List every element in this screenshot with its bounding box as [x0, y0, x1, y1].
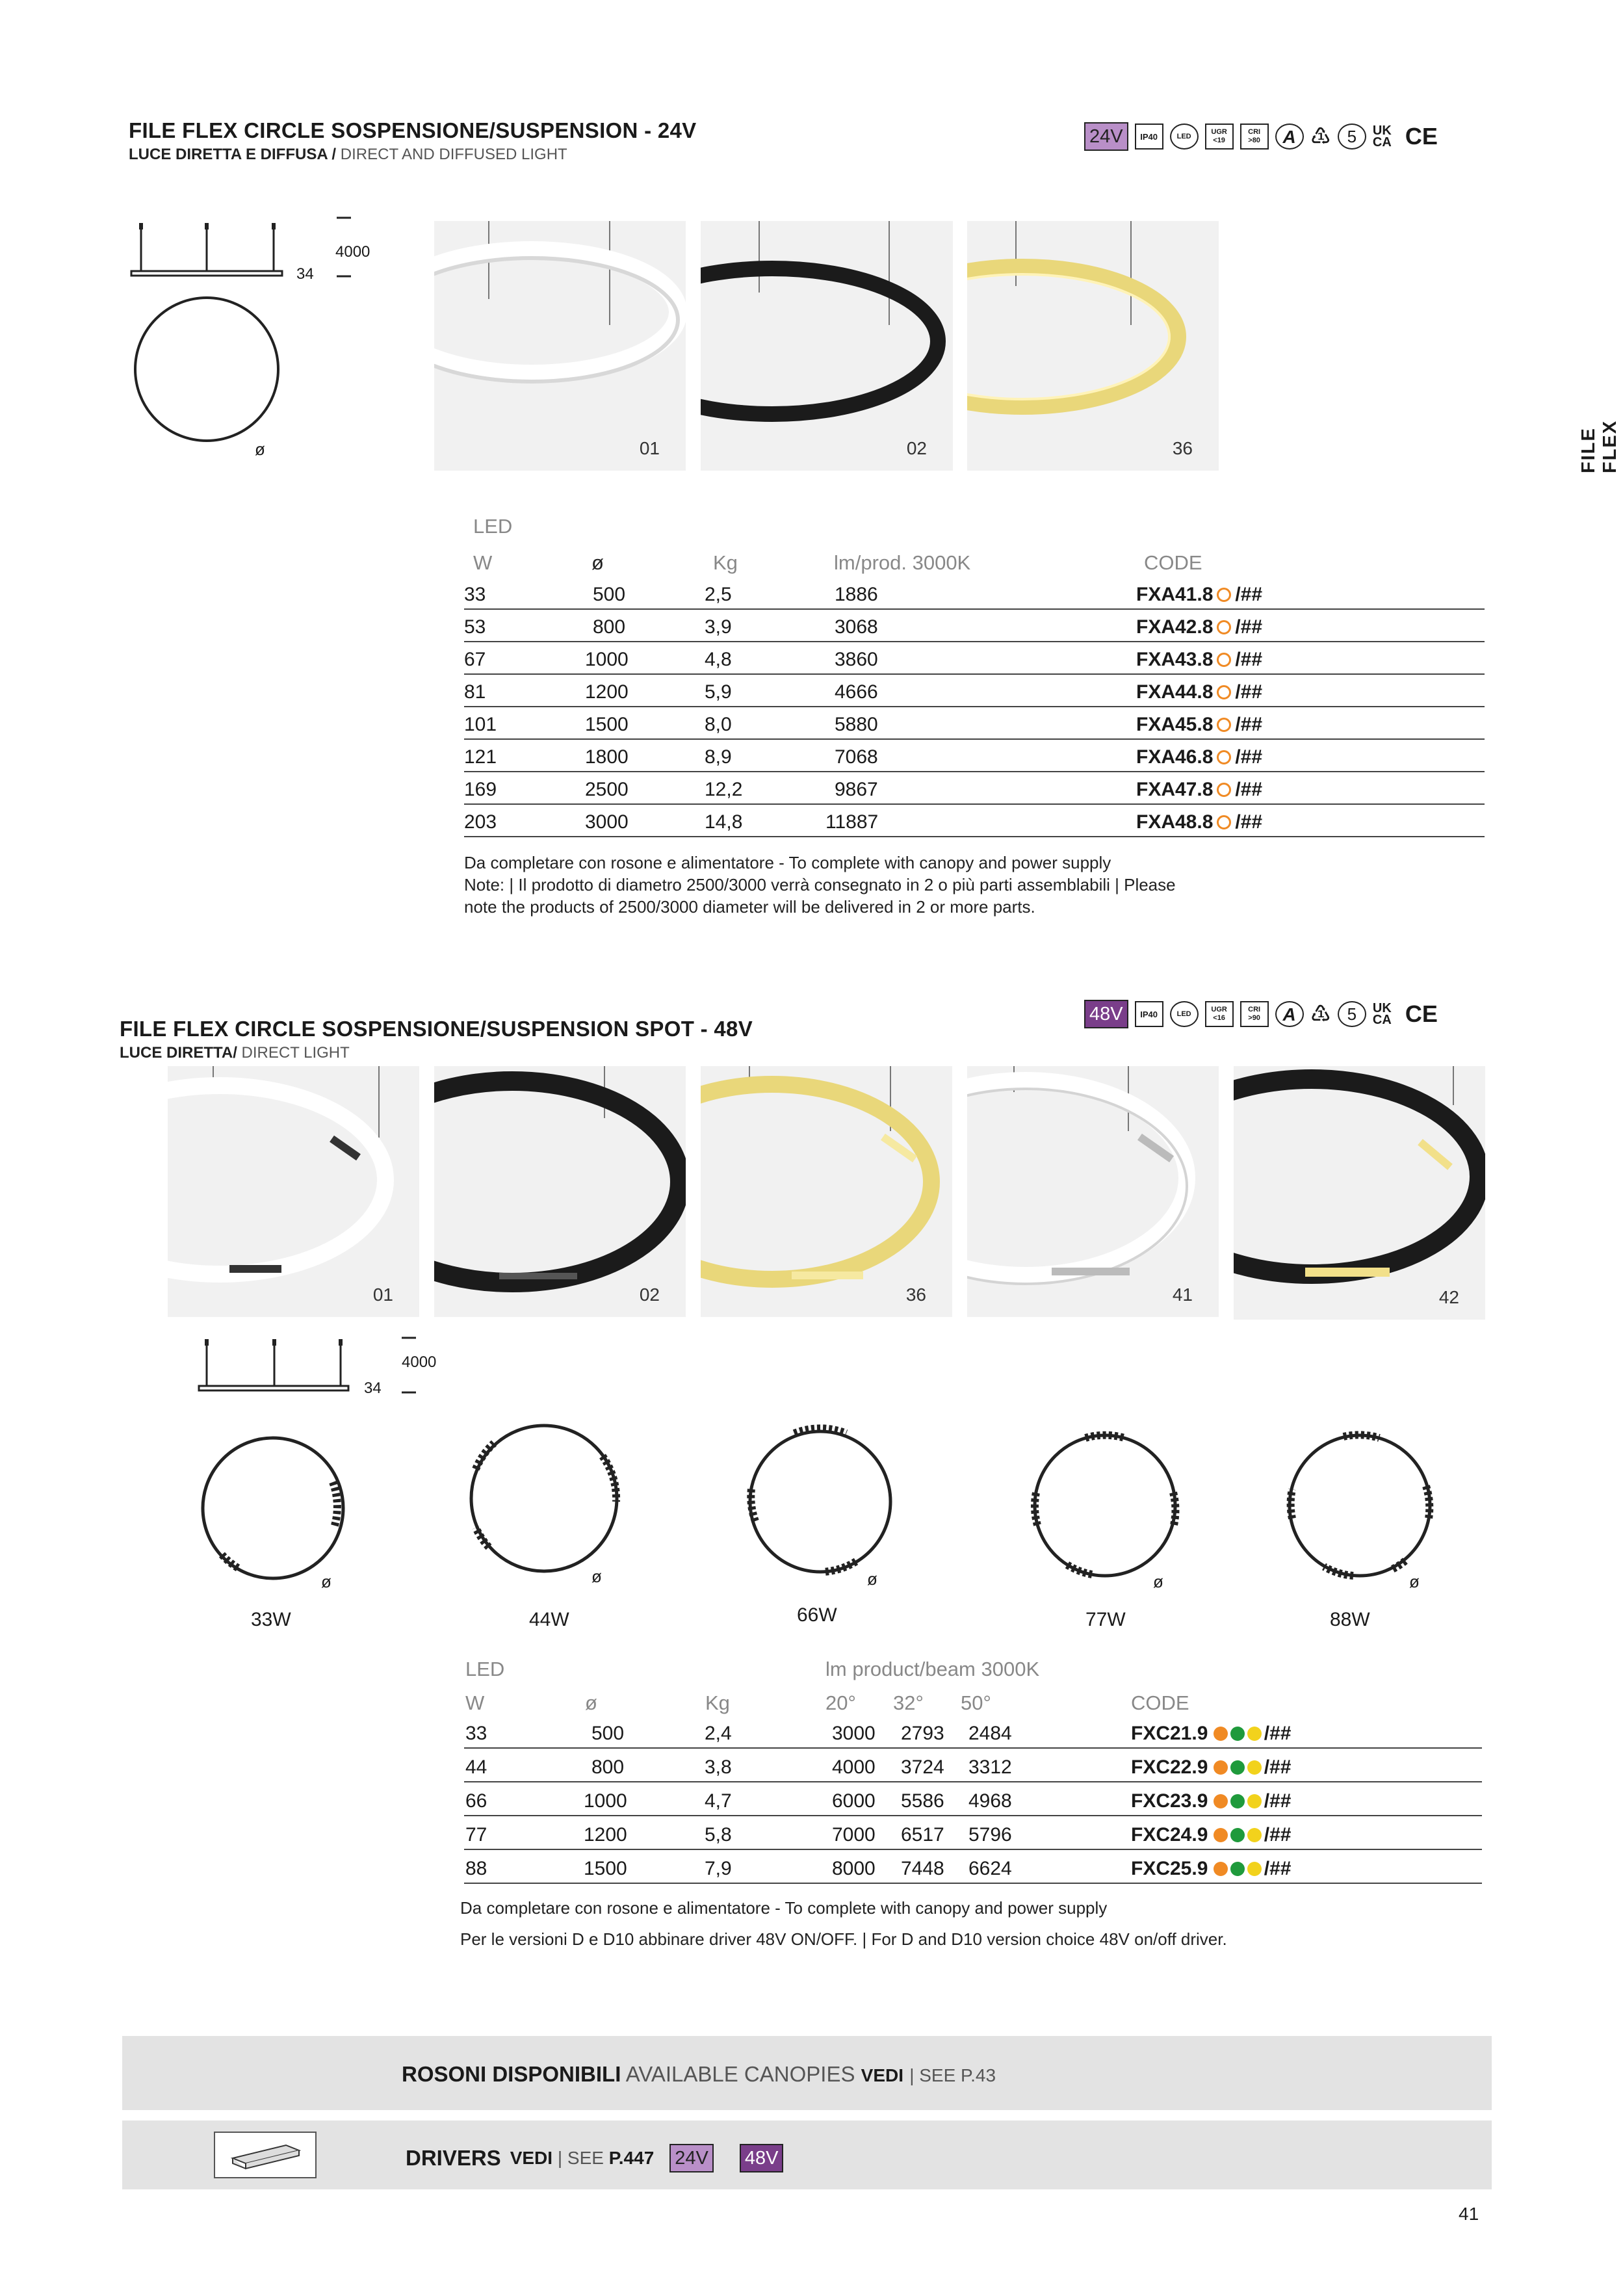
cell-w: 121: [464, 746, 497, 768]
cell-lm: 7068: [835, 746, 878, 768]
cell-w: 203: [464, 811, 497, 833]
cell-32: 7448: [901, 1858, 944, 1879]
table-row: [464, 707, 1485, 740]
photo-number: 41: [1172, 1285, 1193, 1305]
table-row: [464, 1750, 1482, 1782]
section1-note-1: Da completare con rosone e alimentatore - To complete with canopy and power supply: [464, 853, 1111, 872]
cell-code: FXC22.9 /##: [1131, 1756, 1292, 1778]
section2-note-1: Da completare con rosone e alimentatore - To complete with canopy and power supply: [460, 1898, 1108, 1918]
cell-20: 7000: [832, 1824, 876, 1846]
product-photo-white: [434, 221, 686, 471]
green-dot-icon: [1230, 1862, 1245, 1876]
cell-code: FXC25.9 /##: [1131, 1858, 1292, 1879]
warranty-5-icon: 5: [1338, 1001, 1366, 1027]
cell-diam: 3000: [585, 811, 629, 833]
side-label: FILE FLEX: [1578, 419, 1620, 473]
cri-icon: CRI >80: [1240, 124, 1269, 150]
cell-code: FXA42.8 /##: [1136, 616, 1263, 638]
dim-diameter: ø: [255, 439, 265, 459]
section2-subtitle: [120, 1044, 350, 1062]
product-photo-black: [701, 221, 953, 471]
cell-kg: 4,8: [705, 649, 732, 670]
table-row: [464, 577, 1485, 610]
section1-note-3: note the products of 2500/3000 diameter will be delivered in 2 or more parts.: [464, 897, 1035, 917]
cell-kg: 12,2: [705, 779, 743, 800]
config-label-44w: 44W: [529, 1609, 569, 1630]
section2-note-2: Per le versioni D e D10 abbinare driver 48V ON/OFF. | For D and D10 version choice 48V on/off driver.: [460, 1929, 1227, 1949]
recycle-icon: ♳: [1310, 123, 1331, 150]
table-row: [464, 642, 1485, 675]
cell-w: 77: [465, 1824, 487, 1846]
cell-diam: 500: [591, 1723, 625, 1744]
warranty-5-icon: 5: [1338, 124, 1366, 150]
table1-col-code: CODE: [1144, 551, 1202, 574]
cell-w: 53: [464, 616, 486, 638]
config-circle-44w: [463, 1417, 625, 1580]
section1-subtitle: [129, 146, 567, 164]
driver-box-icon: [213, 2131, 317, 2179]
cell-kg: 8,9: [705, 746, 732, 768]
green-dot-icon: [1230, 1760, 1245, 1775]
cell-kg: 2,5: [705, 584, 732, 605]
canopies-bold: ROSONI DISPONIBILI: [402, 2062, 621, 2086]
table-row: [464, 772, 1485, 805]
product-photo-white-2: [967, 1066, 1219, 1317]
cell-kg: 5,9: [705, 681, 732, 703]
cell-code: FXA46.8 /##: [1136, 746, 1263, 768]
cell-diam: 1200: [584, 1824, 627, 1846]
photo-number: 01: [372, 1285, 393, 1305]
table2-col-diam: ø: [585, 1691, 597, 1714]
ukca-icon: UK CA: [1372, 124, 1392, 150]
section1-note-2: Note: | Il prodotto di diametro 2500/3000 verrà consegnato in 2 o più parti assemblabili | Please: [464, 875, 1176, 894]
cell-w: 101: [464, 714, 497, 735]
section2-cert-icons: [1084, 1000, 1438, 1028]
dim-thickness: 34: [364, 1379, 382, 1397]
config-label-33w: 33W: [251, 1609, 291, 1630]
cell-w: 33: [465, 1723, 487, 1744]
config-circle-77w: [1027, 1428, 1183, 1584]
table1-group-label: LED: [473, 515, 513, 538]
finish-ring-icon: [1217, 588, 1231, 602]
cell-w: 169: [464, 779, 497, 800]
cell-20: 4000: [832, 1756, 876, 1778]
cell-kg: 14,8: [705, 811, 743, 833]
cell-kg: 7,9: [705, 1858, 732, 1879]
cell-lm: 3860: [835, 649, 878, 670]
product-photo-gold: [701, 1066, 952, 1317]
drivers-page: P.447: [608, 2148, 655, 2168]
cell-diam: 1800: [585, 746, 629, 768]
cell-kg: 3,9: [705, 616, 732, 638]
table2-group-label: LED: [465, 1658, 505, 1680]
section2-title: FILE FLEX CIRCLE SOSPENSIONE/SUSPENSION SPOT - 48V: [120, 1017, 753, 1041]
cell-diam: 1500: [584, 1858, 627, 1879]
energy-class-a-icon: A: [1275, 1001, 1304, 1027]
cell-code: FXC23.9 /##: [1131, 1790, 1292, 1812]
config-diameter: ø: [1153, 1572, 1163, 1591]
cell-diam: 1500: [585, 714, 629, 735]
product-photo-white: [168, 1066, 419, 1317]
cell-50: 6624: [968, 1858, 1012, 1879]
section1-cert-icons: [1084, 122, 1438, 151]
ukca-icon: UK CA: [1372, 1001, 1392, 1027]
table-row: [464, 1851, 1482, 1884]
table-row: [464, 1818, 1482, 1850]
driver-24v-badge[interactable]: 24V: [669, 2144, 714, 2172]
cell-diam: 800: [591, 1756, 625, 1778]
finish-ring-icon: [1217, 718, 1231, 732]
photo-number: 02: [906, 438, 927, 458]
table-row: [464, 610, 1485, 642]
cell-w: 66: [465, 1790, 487, 1812]
finish-ring-icon: [1217, 783, 1231, 797]
canopies-light: AVAILABLE CANOPIES: [621, 2062, 861, 2086]
cell-kg: 3,8: [705, 1756, 732, 1778]
canopies-vedi: VEDI: [861, 2065, 904, 2085]
drivers-vedi: VEDI: [510, 2148, 553, 2168]
cell-lm: 4666: [835, 681, 878, 703]
cell-code: FXC24.9 /##: [1131, 1824, 1292, 1846]
ip40-icon: IP40: [1135, 1001, 1163, 1027]
config-diameter: ø: [1409, 1572, 1420, 1591]
config-label-77w: 77W: [1085, 1609, 1126, 1630]
cell-lm: 1886: [835, 584, 878, 605]
cell-w: 81: [464, 681, 486, 703]
cell-kg: 4,7: [705, 1790, 732, 1812]
finish-ring-icon: [1217, 815, 1231, 829]
table2-col-32: 32°: [893, 1691, 924, 1714]
cell-32: 6517: [901, 1824, 944, 1846]
cell-lm: 11887: [825, 811, 879, 833]
ip40-icon: IP40: [1135, 124, 1163, 150]
config-label-66w: 66W: [797, 1604, 837, 1626]
dim-height: 4000: [402, 1353, 437, 1371]
finish-ring-icon: [1217, 750, 1231, 764]
ce-icon: CE: [1405, 123, 1438, 150]
table1-col-w: W: [473, 551, 493, 574]
recycle-icon: ♳: [1310, 1000, 1331, 1027]
orange-dot-icon: [1214, 1760, 1228, 1775]
cell-diam: 800: [593, 616, 626, 638]
table-row: [464, 1716, 1482, 1749]
config-circle-66w: [742, 1424, 898, 1580]
green-dot-icon: [1230, 1727, 1245, 1741]
cell-diam: 500: [593, 584, 626, 605]
cell-50: 3312: [968, 1756, 1012, 1778]
cell-50: 5796: [968, 1824, 1012, 1846]
product-photo-black: [434, 1066, 686, 1317]
yellow-dot-icon: [1247, 1862, 1262, 1876]
cell-32: 5586: [901, 1790, 944, 1812]
cell-code: FXA45.8 /##: [1136, 714, 1263, 735]
config-label-88w: 88W: [1330, 1609, 1370, 1630]
cell-lm: 9867: [835, 779, 878, 800]
config-circle-88w: [1282, 1428, 1438, 1584]
photo-number: 42: [1438, 1287, 1459, 1307]
ugr-icon: UGR <19: [1205, 124, 1234, 150]
cell-diam: 1000: [585, 649, 629, 670]
table-row: [464, 675, 1485, 707]
config-circle-33w: [195, 1430, 351, 1586]
cell-code: FXA48.8 /##: [1136, 811, 1263, 833]
config-diameter: ø: [591, 1567, 602, 1586]
cell-20: 6000: [832, 1790, 876, 1812]
table2-col-50: 50°: [961, 1691, 991, 1714]
subtitle-rest: DIRECT AND DIFFUSED LIGHT: [336, 146, 567, 163]
table2-col-w: W: [465, 1691, 485, 1714]
drivers-bold: DRIVERS: [406, 2146, 501, 2170]
subtitle-bold: LUCE DIRETTA E DIFFUSA /: [129, 146, 337, 163]
cell-20: 8000: [832, 1858, 876, 1879]
green-dot-icon: [1230, 1828, 1245, 1842]
cell-code: FXA41.8 /##: [1136, 584, 1263, 605]
cell-diam: 1200: [585, 681, 629, 703]
cell-32: 3724: [901, 1756, 944, 1778]
table2-col-code: CODE: [1131, 1691, 1189, 1714]
yellow-dot-icon: [1247, 1794, 1262, 1808]
cell-code: FXA47.8 /##: [1136, 779, 1263, 800]
subtitle-rest: DIRECT LIGHT: [237, 1044, 350, 1062]
yellow-dot-icon: [1247, 1760, 1262, 1775]
product-photo-gold: [967, 221, 1219, 471]
cell-32: 2793: [901, 1723, 944, 1744]
finish-ring-icon: [1217, 685, 1231, 699]
drivers-see: | SEE: [552, 2148, 609, 2168]
orange-dot-icon: [1214, 1794, 1228, 1808]
dim-height: 4000: [335, 243, 370, 261]
cell-lm: 3068: [835, 616, 878, 638]
voltage-24v-badge: 24V: [1084, 122, 1128, 151]
table1-col-lm: lm/prod. 3000K: [834, 551, 971, 574]
cell-w: 88: [465, 1858, 487, 1879]
table1-col-diam: ø: [591, 551, 604, 574]
yellow-dot-icon: [1247, 1727, 1262, 1741]
cell-50: 4968: [968, 1790, 1012, 1812]
section2-technical-drawing: [192, 1333, 426, 1404]
cell-code: FXC21.9 /##: [1131, 1723, 1292, 1744]
photo-number: 36: [1172, 438, 1193, 458]
cell-diam: 1000: [584, 1790, 627, 1812]
cell-w: 44: [465, 1756, 487, 1778]
cell-20: 3000: [832, 1723, 876, 1744]
subtitle-bold: LUCE DIRETTA/: [120, 1044, 237, 1062]
table2-lm-label: lm product/beam 3000K: [825, 1658, 1040, 1680]
drivers-band: [122, 2120, 1492, 2189]
section1-title: FILE FLEX CIRCLE SOSPENSIONE/SUSPENSION - 24V: [129, 118, 697, 142]
green-dot-icon: [1230, 1794, 1245, 1808]
cell-lm: 5880: [835, 714, 878, 735]
dim-thickness: 34: [296, 265, 314, 283]
cell-w: 33: [464, 584, 486, 605]
table-row: [464, 1784, 1482, 1816]
cell-diam: 2500: [585, 779, 629, 800]
ugr-icon: UGR <16: [1205, 1001, 1234, 1027]
cell-kg: 5,8: [705, 1824, 732, 1846]
cri-icon: CRI >90: [1240, 1001, 1269, 1027]
table2-col-kg: Kg: [705, 1691, 730, 1714]
photo-number: 36: [905, 1285, 926, 1305]
led-icon: LED: [1170, 124, 1199, 150]
config-diameter: ø: [321, 1572, 331, 1591]
table-row: [464, 740, 1485, 772]
photo-number: 01: [639, 438, 660, 458]
table2-col-20: 20°: [825, 1691, 856, 1714]
cell-code: FXA43.8 /##: [1136, 649, 1263, 670]
photo-number: 02: [639, 1285, 660, 1305]
cell-kg: 2,4: [705, 1723, 732, 1744]
orange-dot-icon: [1214, 1862, 1228, 1876]
led-icon: LED: [1170, 1001, 1199, 1027]
voltage-48v-badge: 48V: [1084, 1000, 1128, 1028]
product-photo-black-2: [1234, 1066, 1485, 1320]
table-row: [464, 805, 1485, 837]
cell-code: FXA44.8 /##: [1136, 681, 1263, 703]
ce-icon: CE: [1405, 1000, 1438, 1027]
energy-class-a-icon: A: [1275, 124, 1304, 150]
canopies-link[interactable]: [402, 2062, 996, 2087]
cell-50: 2484: [968, 1723, 1012, 1744]
table1-col-kg: Kg: [713, 551, 738, 574]
page-number: 41: [1459, 2204, 1479, 2224]
drivers-link[interactable]: [406, 2144, 783, 2172]
finish-ring-icon: [1217, 653, 1231, 667]
driver-48v-badge[interactable]: 48V: [740, 2144, 784, 2172]
cell-kg: 8,0: [705, 714, 732, 735]
orange-dot-icon: [1214, 1727, 1228, 1741]
finish-ring-icon: [1217, 620, 1231, 634]
yellow-dot-icon: [1247, 1828, 1262, 1842]
canopies-see: | SEE P.43: [909, 2065, 996, 2085]
orange-dot-icon: [1214, 1828, 1228, 1842]
config-diameter: ø: [867, 1569, 877, 1589]
cell-w: 67: [464, 649, 486, 670]
